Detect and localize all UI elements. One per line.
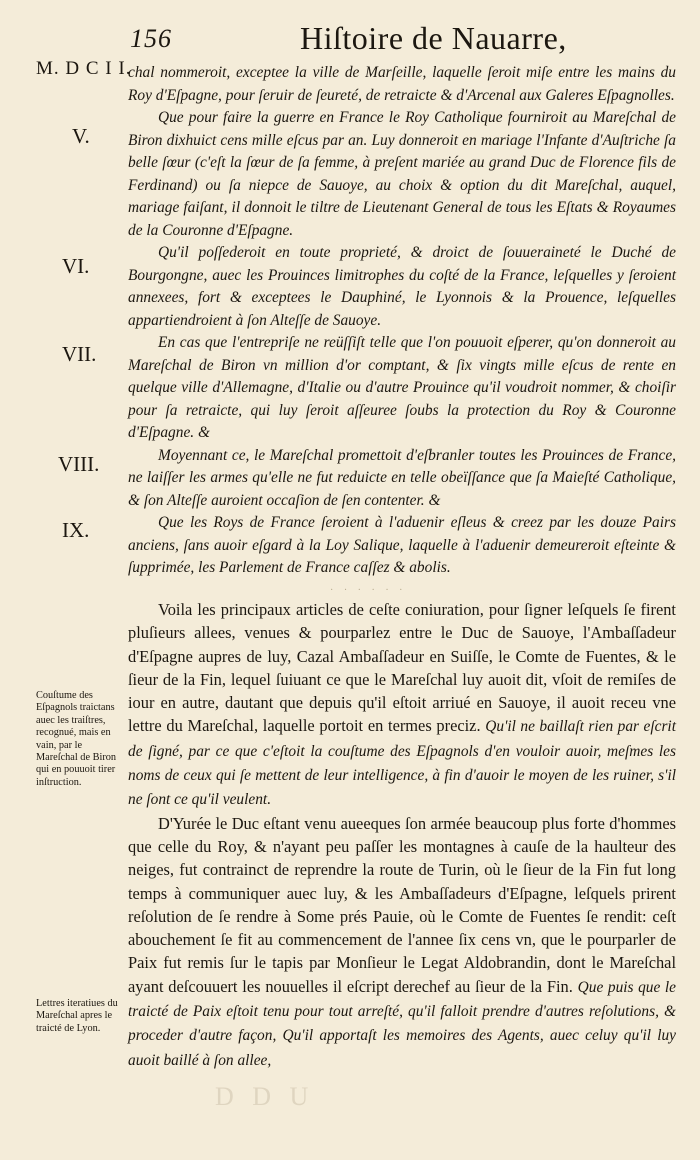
article-text: Moyennant ce, le Mareſchal promettoit d'eſbranler toutes les Prouinces de France, ne laiſſer les armes qu'elle ne fut reduicte en telle obeïſſance que ſa Maieſté Catholique, & ſon Alteſſe auroient occaſion de ſen contenter. & <box>128 446 676 509</box>
article-text: En cas que l'entrepriſe ne reüſſiſt telle que l'on pouuoit eſperer, qu'on donneroit au Mareſchal de Biron vn million d'or comptant, & ſix vingts mille eſcus de rente en quelque ville d'Allemagne, d'Italie ou d'autre Prouince qu'il voudroit nommer, & choiſir pour ſa retraicte, qui luy ſeroit aſſeuree ſoubs la protection du Roy & Couronne d'Eſpagne. & <box>128 334 676 441</box>
page-header <box>0 20 700 56</box>
margin-note: Lettres iteratiues du Mareſchal apres le traicté de Lyon. <box>36 998 118 1034</box>
article-number: VIII. <box>58 452 100 476</box>
main-text <box>128 598 676 1072</box>
year-marker: M. D C I I. <box>36 58 132 79</box>
article-text: Que les Roys de France ſeroient à l'aduenir eſleus & creez par les douze Pairs anciens, ſans auoir eſgard à la Loy Salique, laquelle à l'aduenir demeureroit eſteinte & ſupprimée, les Parlement de France caſſez & abolis. <box>128 514 676 576</box>
paragraph <box>128 598 676 812</box>
margin-note: Couſtume des Eſpagnols traictans auec les traiſtres, recognué, mais en vain, par le Mareſchal de Biron qui en pouuoit tirer inſtruction. <box>36 690 117 788</box>
article-number: VI. <box>62 254 90 278</box>
article-number: VII. <box>62 342 97 366</box>
article-number: IX. <box>62 518 90 542</box>
article-text: chal nommeroit, exceptee la ville de Marſeille, laquelle ſeroit miſe entre les mains du Roy d'Eſpagne, pour ſeruir de ſeureté, de retraicte & d'Arcenal aux Galeres Eſpagnolles. <box>128 64 676 104</box>
article-text: Que pour faire la guerre en France le Roy Catholique fourniroit au Mareſchal de Biron dixhuict cens mille eſcus par an. Luy donneroit en mariage l'Infante d'Auſtriche ſa belle ſœur (c'eſt la ſœur de ſa femme, à preſent mariée au grand Duc de Florence fils de Ferdinand) ou ſa niepce de Sauoye, au choix & option du dit Mareſchal, auquel, mariage faiſant, il donnoit le tiltre de Lieutenant General de tous les Eſtats & Royaumes de la Couronne d'Eſpagne. <box>128 109 676 239</box>
page-number: 156 <box>130 24 172 53</box>
running-title: Hiſtoire de Nauarre, <box>300 20 567 56</box>
ornament-divider: · · · · · · <box>330 585 407 596</box>
paragraph-quote: Que puis que le traicté de Paix eſtoit tenu pour tout arreſté, qu'il falloit prendre d'autres reſolutions, & proceder d'autre façon, Qu'il apportaſt les memoires des Agents, auec celuy qu'il luy auoit baillé à ſon allee, <box>128 978 677 1069</box>
paragraph-text: Voila les principaux articles de ceſte coniuration, pour ſigner leſquels ſe firent pluſieurs allees, venues & pourparlez entre le Duc de Sauoye, l'Ambaſſadeur d'Eſpagne aupres de luy, Cazal Ambaſſadeur en Suiſſe, le Comte de Fuentes, & le ſieur de la Fin, lequel ſuiuant ce que le Mareſchal luy auoit dit, vſoit de remiſes de iour en autre, dautant que depuis qu'il eſtoit arriué en Sauoye, il auoit receu vne lettre du Mareſchal, laquelle portoit en termes preciz. <box>128 600 676 736</box>
article-number: V. <box>72 124 90 148</box>
articles-block <box>128 56 676 580</box>
paragraph-text: D'Yurée le Duc eſtant venu aueeques ſon armée beaucoup plus forte d'hommes que celle du Roy, & n'ayant peu paſſer les montagnes à cauſe de la haulteur des neiges, fut contrainct de reprendre la route de Turin, où le ſieur de la Fin fut long temps à communiquer auec luy, & les Ambaſſadeurs d'Eſpagne, leſquels prirent reſolution de ſe rendre à Some prés Pauie, où le Comte de Fuentes ſe rendit: ceſt abouchement ſe fit au commencement de l'annee ſix cens vn, que le pourparler de Paix fut remis ſur le tapis par Monſieur le Legat Aldobrandin, dont le Mareſchal ayant deſcouuert les nouuelles il eſcript derechef au ſieur de la Fin. <box>128 813 676 996</box>
article-text: Qu'il poſſederoit en toute proprieté, & droict de ſouueraineté le Duché de Bourgongne, auec les Prouinces limitrophes du coſté de la France, leſquelles y ſeroient annexees, fort & exceptees le Dauphiné, le Lyonnois & la Prouence, leſquelles appartiendroient à ſon Alteſſe de Sauoye. <box>128 244 676 329</box>
paragraph-quote: Qu'il ne baillaſt rien par eſcrit de ſigné, par ce que c'eſtoit la couſtume des Eſpagnols d'en vouloir auoir, meſmes les noms de ceux qui ſe mettent de leur intelligence, à fin d'auoir le moyen de les ruiner, s'il ne ſont ce qu'il veulent. <box>128 718 676 809</box>
paragraph <box>128 812 676 1072</box>
bleed-through-texture: D D U <box>215 1082 315 1111</box>
